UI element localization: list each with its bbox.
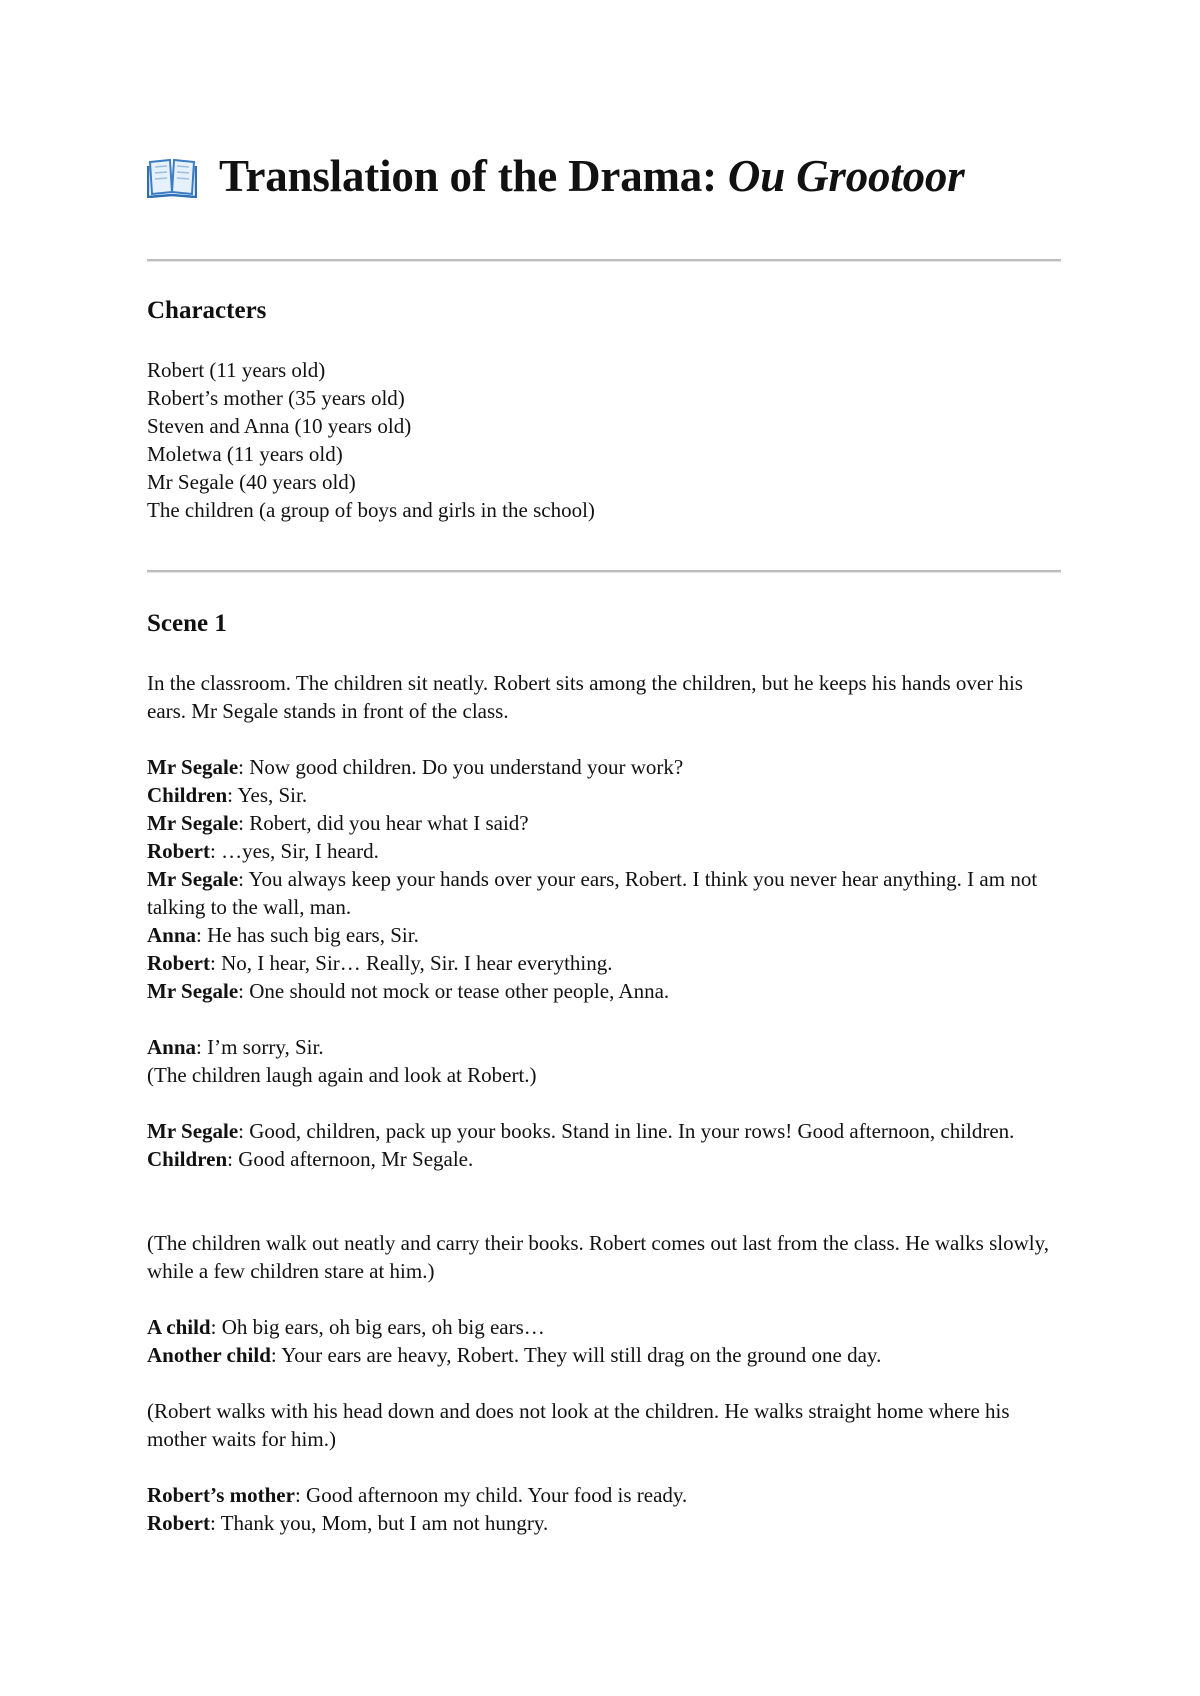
speaker-name: Mr Segale: [147, 1119, 239, 1143]
speaker-name: Children: [147, 783, 228, 807]
dialogue-line: [147, 1341, 1061, 1369]
dialogue-line: [147, 781, 1061, 809]
dialogue-text: : …yes, Sir, I heard.: [209, 839, 379, 863]
dialogue-block: [147, 1117, 1061, 1173]
speaker-name: Mr Segale: [147, 811, 239, 835]
characters-heading: Characters: [147, 297, 267, 324]
dialogue-line: [147, 753, 1061, 781]
dialogue-text: : Yes, Sir.: [227, 783, 308, 807]
open-book-icon: [147, 154, 197, 198]
dialogue-text: : No, I hear, Sir… Really, Sir. I hear everything.: [209, 951, 613, 975]
dialogue-text: : Good afternoon my child. Your food is ready.: [294, 1483, 688, 1507]
dialogue-line: [147, 1509, 1061, 1537]
speaker-name: Children: [147, 1147, 228, 1171]
dialogue-block: [147, 1033, 1061, 1089]
character-item: The children (a group of boys and girls in the school): [147, 498, 595, 522]
dialogue-line: [147, 1313, 1061, 1341]
dialogue-text: : Your ears are heavy, Robert. They will still drag on the ground one day.: [270, 1343, 882, 1367]
speaker-name: Mr Segale: [147, 867, 239, 891]
character-item: Robert (11 years old): [147, 358, 326, 382]
speaker-name: Robert: [147, 1511, 210, 1535]
dialogue-text: : Oh big ears, oh big ears, oh big ears…: [210, 1315, 545, 1339]
speaker-name: Anna: [147, 923, 197, 947]
scene-intro: [147, 669, 1061, 725]
character-item: Mr Segale (40 years old): [147, 470, 356, 494]
speaker-name: Robert: [147, 839, 210, 863]
dialogue-text: : Good afternoon, Mr Segale.: [227, 1147, 474, 1171]
scene-heading: Scene 1: [147, 610, 227, 637]
title-prefix: Translation of the Drama:: [219, 151, 728, 201]
title-row: [147, 150, 965, 202]
dialogue-text: : One should not mock or tease other people, Anna.: [238, 979, 670, 1003]
character-item: Moletwa (11 years old): [147, 442, 343, 466]
dialogue-line: [147, 949, 1061, 977]
speaker-name: Robert: [147, 951, 210, 975]
divider: [147, 259, 1061, 262]
stage-direction: (The children laugh again and look at Robert.): [147, 1063, 537, 1087]
dialogue-line: [147, 1117, 1061, 1145]
speaker-name: Mr Segale: [147, 755, 239, 779]
character-item: Robert’s mother (35 years old): [147, 386, 405, 410]
dialogue-text: : Good, children, pack up your books. Stand in line. In your rows! Good afternoon, children.: [238, 1119, 1015, 1143]
dialogue-text: : You always keep your hands over your ears, Robert. I think you never hear anything. I am not talking to the wall, man.: [147, 867, 1038, 919]
dialogue-block: [147, 1313, 1061, 1369]
dialogue-line: [147, 1033, 1061, 1061]
stage-direction-block: [147, 1397, 1061, 1453]
stage-direction-block: [147, 1229, 1061, 1285]
dialogue-text: : Now good children. Do you understand your work?: [238, 755, 684, 779]
dialogue-block: [147, 1481, 1061, 1537]
dialogue-line: [147, 1481, 1061, 1509]
dialogue-text: : He has such big ears, Sir.: [196, 923, 419, 947]
dialogue-block: [147, 753, 1061, 1005]
dialogue-line: [147, 865, 1061, 921]
speaker-name: Mr Segale: [147, 979, 239, 1003]
dialogue-line: [147, 921, 1061, 949]
play-name: Ou Grootoor: [727, 151, 965, 201]
dialogue-text: : I’m sorry, Sir.: [196, 1035, 324, 1059]
stage-direction: (Robert walks with his head down and does not look at the children. He walks straight home where his mother waits for him.): [147, 1399, 1010, 1451]
divider: [147, 570, 1061, 573]
stage-direction: (The children walk out neatly and carry their books. Robert comes out last from the class. He walks slowly, while a few children stare at him.): [147, 1231, 1049, 1283]
stage-direction: In the classroom. The children sit neatly. Robert sits among the children, but he keeps his hands over his ears. Mr Segale stands in front of the class.: [147, 671, 1023, 723]
speaker-name: Another child: [147, 1343, 271, 1367]
dialogue-line: [147, 809, 1061, 837]
speaker-name: Anna: [147, 1035, 197, 1059]
characters-list: [147, 356, 1061, 524]
speaker-name: A child: [147, 1315, 211, 1339]
dialogue-text: : Robert, did you hear what I said?: [238, 811, 529, 835]
page-title: [219, 150, 965, 202]
dialogue-line: [147, 1145, 1061, 1173]
dialogue-text: : Thank you, Mom, but I am not hungry.: [209, 1511, 549, 1535]
dialogue-line: [147, 837, 1061, 865]
dialogue-line: [147, 977, 1061, 1005]
character-item: Steven and Anna (10 years old): [147, 414, 412, 438]
speaker-name: Robert’s mother: [147, 1483, 295, 1507]
